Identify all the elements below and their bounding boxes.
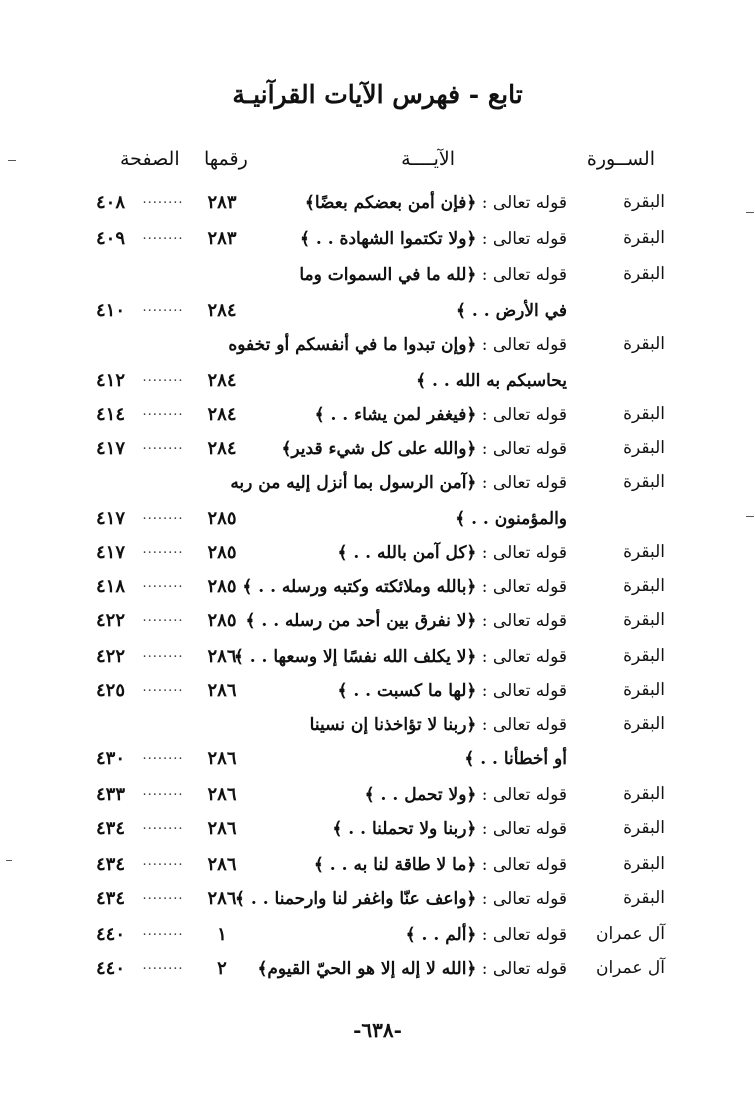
surah-name: البقرة [623,680,665,700]
verse-number: ٢٨٦ [207,818,237,839]
verse-number: ٢٨٦ [207,888,237,909]
leader-dots: ........ [142,438,184,453]
verse-text [237,228,567,249]
index-row [0,818,755,852]
index-row [0,438,755,472]
verse-prefix: قوله تعالى : [481,715,567,735]
verse-prefix: قوله تعالى : [481,611,567,631]
verse-prefix: قوله تعالى : [481,543,567,563]
verse-quote: ﴿كل آمن بالله . . ﴾ [337,543,477,563]
page-ref: ٤١٠ [96,300,126,321]
page-ref: ٤١٧ [96,508,126,529]
surah-name: البقرة [623,854,665,874]
page-ref: ٤١٢ [96,370,126,391]
leader-dots: ........ [142,680,184,695]
verse-quote: ﴿ألم . . ﴾ [405,925,477,945]
header-number: رقمها [204,148,248,170]
verse-text [234,888,567,909]
verse-text [237,542,567,563]
verse-text [237,438,567,459]
index-row [0,370,755,404]
index-row [0,576,755,610]
verse-text [237,576,567,597]
verse-quote: ﴿ولا تكتموا الشهادة . . ﴾ [299,229,477,249]
leader-dots: ........ [142,854,184,869]
verse-quote: ﴿لا يكلف الله نفسًا إلا وسعها . . ﴾ [233,647,477,667]
leader-dots: ........ [142,818,184,833]
verse-text [237,370,567,391]
leader-dots: ........ [142,784,184,799]
verse-prefix: قوله تعالى : [481,855,567,875]
leader-dots: ........ [142,192,184,207]
verse-prefix: قوله تعالى : [481,265,567,285]
page-ref: ٤٤٠ [96,924,126,945]
index-row [0,508,755,542]
verse-quote: ﴿ولا تحمل . . ﴾ [364,785,477,805]
page-title: تابع - فهرس الآيات القرآنيـة [232,80,523,109]
verse-number: ٢٨٥ [207,542,237,563]
verse-quote: والمؤمنون . . ﴾ [455,509,567,529]
verse-quote: في الأرض . . ﴾ [456,301,567,321]
verse-prefix: قوله تعالى : [481,819,567,839]
page-ref: ٤١٨ [96,576,126,597]
verse-quote: ﴿بالله وملائكته وكتبه ورسله . . ﴾ [242,577,477,597]
page-ref: ٤٢٢ [96,646,126,667]
page-ref: ٤٣٠ [96,748,126,769]
page-ref: ٤٤٠ [96,958,126,979]
surah-name: البقرة [623,888,665,908]
verse-quote: ﴿فيغفر لمن يشاء . . ﴾ [314,405,477,425]
leader-dots: ........ [142,508,184,523]
surah-name: البقرة [623,438,665,458]
verse-prefix: قوله تعالى : [481,925,567,945]
page-ref: ٤٣٤ [96,854,126,875]
verse-prefix: قوله تعالى : [481,681,567,701]
surah-name: البقرة [623,646,665,666]
surah-name: البقرة [623,818,665,838]
header-surah: الســورة [586,148,655,170]
verse-number: ٢٨٣ [207,192,237,213]
index-row [0,542,755,576]
verse-number: ١ [217,924,227,945]
leader-dots: ........ [142,576,184,591]
verse-number: ٢٨٥ [207,508,237,529]
verse-quote: ﴿آمن الرسول بما أنزل إليه من ربه [230,473,477,493]
verse-text [228,334,567,355]
verse-quote: ﴿لا نفرق بين أحد من رسله . . ﴾ [245,611,477,631]
verse-prefix: قوله تعالى : [481,193,567,213]
verse-number: ٢٨٤ [207,404,237,425]
verse-prefix: قوله تعالى : [481,785,567,805]
verse-quote: ﴿ربنا لا تؤاخذنا إن نسينا [309,715,477,735]
verse-number: ٢ [217,958,227,979]
verse-quote: ﴿لها ما كسبت . . ﴾ [337,681,477,701]
page-ref: ٤١٧ [96,438,126,459]
verse-number: ٢٨٥ [207,576,237,597]
verse-quote: ﴿فإن أمن بعضكم بعضًا﴾ [304,193,477,213]
leader-dots: ........ [142,610,184,625]
leader-dots: ........ [142,924,184,939]
index-row [0,646,755,680]
verse-text [237,958,567,979]
index-row [0,958,755,992]
scan-mark [6,860,12,861]
index-row [0,228,755,262]
index-row [0,472,755,506]
scan-mark [8,160,16,161]
verse-number: ٢٨٦ [207,646,237,667]
verse-text [237,748,567,769]
verse-quote: ﴿والله على كل شيء قدير﴾ [281,439,477,459]
verse-text [237,854,567,875]
page-ref: ٤١٤ [96,404,126,425]
leader-dots: ........ [142,646,184,661]
verse-text [237,300,567,321]
page-ref: ٤٣٤ [96,888,126,909]
surah-name: البقرة [623,264,665,284]
header-page: الصفحة [120,148,180,170]
verse-number: ٢٨٤ [207,370,237,391]
page-ref: ٤٠٩ [96,228,126,249]
verse-quote: أو أخطأنا . . ﴾ [464,749,567,769]
verse-prefix: قوله تعالى : [481,439,567,459]
verse-prefix: قوله تعالى : [481,335,567,355]
verse-quote: ﴿واعف عنّا واغفر لنا وارحمنا . . ﴾ [234,889,477,909]
verse-quote: ﴿لله ما في السموات وما [299,265,477,285]
verse-text [230,472,567,493]
page-number: -٦٣٨- [353,1018,402,1042]
verse-number: ٢٨٦ [207,854,237,875]
verse-prefix: قوله تعالى : [481,577,567,597]
verse-text [233,646,567,667]
surah-name: البقرة [623,784,665,804]
surah-name: آل عمران [595,924,665,944]
verse-quote: يحاسبكم به الله . . ﴾ [416,371,567,391]
index-row [0,192,755,226]
index-row [0,748,755,782]
page-ref: ٤٢٢ [96,610,126,631]
scan-mark [746,516,754,517]
index-row [0,334,755,368]
verse-number: ٢٨٦ [207,784,237,805]
verse-prefix: قوله تعالى : [481,889,567,909]
surah-name: آل عمران [595,958,665,978]
verse-text [237,714,567,735]
verse-text [237,192,567,213]
surah-name: البقرة [623,610,665,630]
verse-prefix: قوله تعالى : [481,405,567,425]
verse-text [237,818,567,839]
surah-name: البقرة [623,542,665,562]
page-ref: ٤٠٨ [96,192,126,213]
verse-quote: ﴿وإن تبدوا ما في أنفسكم أو تخفوه [228,335,477,355]
page-ref: ٤٣٤ [96,818,126,839]
verse-text [237,404,567,425]
leader-dots: ........ [142,542,184,557]
surah-name: البقرة [623,404,665,424]
surah-name: البقرة [623,192,665,212]
verse-prefix: قوله تعالى : [481,647,567,667]
verse-text [237,508,567,529]
leader-dots: ........ [142,228,184,243]
page-ref: ٤١٧ [96,542,126,563]
verse-number: ٢٨٦ [207,748,237,769]
verse-prefix: قوله تعالى : [481,229,567,249]
index-row [0,300,755,334]
index-row [0,714,755,748]
surah-name: البقرة [623,228,665,248]
verse-quote: ﴿ما لا طاقة لنا به . . ﴾ [313,855,477,875]
index-row [0,680,755,714]
surah-name: البقرة [623,334,665,354]
page-ref: ٤٢٥ [96,680,126,701]
scan-mark [746,212,754,213]
leader-dots: ........ [142,370,184,385]
verse-text [237,924,567,945]
header-verse: الآيــــة [401,148,455,170]
leader-dots: ........ [142,748,184,763]
verse-number: ٢٨٦ [207,680,237,701]
leader-dots: ........ [142,888,184,903]
surah-name: البقرة [623,714,665,734]
index-row [0,888,755,922]
index-row [0,610,755,644]
verse-quote: ﴿ربنا ولا تحملنا . . ﴾ [332,819,477,839]
verse-number: ٢٨٥ [207,610,237,631]
index-row [0,264,755,298]
leader-dots: ........ [142,300,184,315]
verse-number: ٢٨٣ [207,228,237,249]
verse-prefix: قوله تعالى : [481,473,567,493]
index-row [0,854,755,888]
surah-name: البقرة [623,576,665,596]
verse-number: ٢٨٤ [207,438,237,459]
leader-dots: ........ [142,958,184,973]
verse-text [237,264,567,285]
verse-text [237,680,567,701]
index-row [0,404,755,438]
verse-quote: ﴿الله لا إله إلا هو الحيّ القيوم﴾ [257,959,477,979]
leader-dots: ........ [142,404,184,419]
verse-prefix: قوله تعالى : [481,959,567,979]
verse-text [237,610,567,631]
index-row [0,784,755,818]
verse-number: ٢٨٤ [207,300,237,321]
verse-text [237,784,567,805]
surah-name: البقرة [623,472,665,492]
page-ref: ٤٣٣ [96,784,126,805]
index-row [0,924,755,958]
